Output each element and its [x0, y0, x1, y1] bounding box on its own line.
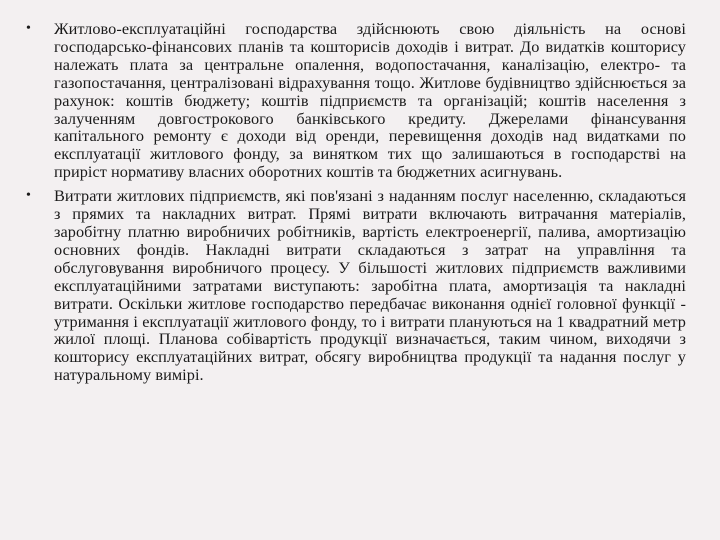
bullet-list [24, 20, 686, 384]
paragraph-text-1: Житлово-експлуатаційні господарства здійснюють свою діяльність на основі господарсько-фінансових планів та кошторисів доходів і витрат. До видатків кошторису належать плата за центральне опалення, водопостачання, каналізацію, електро- та газопостачання, централізовані відрахування тощо. Житлове будівництво здійснюється за рахунок: коштів бюджету; коштів підприємств та організацій; коштів населення з залученням довгострокового банківського кредиту. Джерелами фінансування капітального ремонту є доходи від оренди, перевищення доходів над видатками по експлуатації житлового фонду, за винятком тих що залишаються в господарстві на приріст нормативу власних оборотних коштів та бюджетних асигнувань. [54, 19, 686, 182]
bullet-icon: • [26, 188, 31, 204]
bullet-icon: • [26, 21, 31, 36]
bullet-paragraph-1 [24, 20, 686, 181]
bullet-paragraph-2 [24, 187, 686, 384]
paragraph-text-2: Витрати житлових підприємств, які пов'язані з наданням послуг населенню, складаються з прямих та накладних витрат. Прямі витрати включають витрачання матеріалів, заробітну платню виробничих робітників, вартість електроенергії, палива, амортизацію основних фондів. Накладні витрати складаються з затрат на управління та обслуговування виробничого процесу. У більшості житлових підприємств важливими експлуатаційними затратами виступають: заробітна плата, амортизація та накладні витрати. Оскільки житлове господарство передбачає виконання однієї головної функції - утримання і експлуатації житлового фонду, то і витрати плануються на 1 квадратний метр жилої площі. Планова собівартість продукції визначається, таким чином, виходячи з кошторису експлуатаційних витрат, обсягу виробництва продукції та надання послуг у натуральному вимірі. [54, 186, 686, 385]
